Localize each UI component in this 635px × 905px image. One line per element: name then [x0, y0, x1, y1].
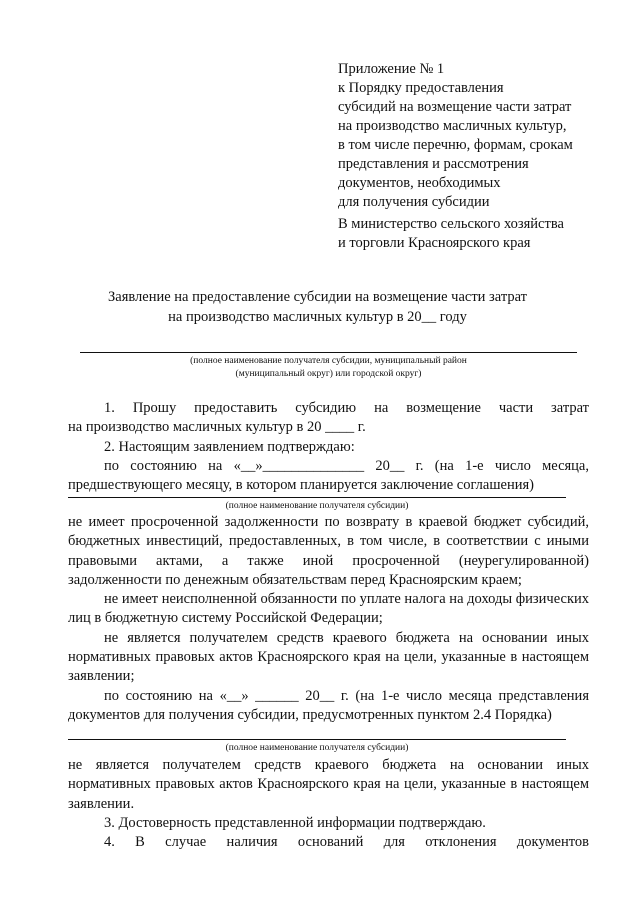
body-section-1: [68, 399, 589, 495]
caption-line: (полное наименование получателя субсидии, муниципальный район: [190, 356, 467, 366]
appendix-line: для получения субсидии: [338, 194, 490, 210]
recipient-blank-line-1: [68, 497, 566, 498]
paragraph-2d: не является получателем средств краевого бюджета на основании иных нормативных правовых актов Красноярского края на цели, указанные в настоящем заявлении.: [68, 757, 589, 812]
paragraph-1-line-2: на производство масличных культур в 20 ____ г.: [68, 419, 366, 436]
addressee-block: [338, 215, 564, 253]
title-line-2: на производство масличных культур в 20__ году: [168, 309, 467, 325]
appendix-line: представления и рассмотрения: [338, 156, 529, 172]
paragraph-3: 3. Достоверность представленной информации подтверждаю.: [104, 814, 486, 831]
appendix-header: [338, 60, 573, 212]
recipient-full-caption: [80, 355, 577, 381]
paragraph-1-line-1: 1. Прошу предоставить субсидию на возмещение части затрат: [104, 400, 589, 416]
appendix-line: к Порядку предоставления: [338, 80, 504, 96]
addressee-line: В министерство сельского хозяйства: [338, 216, 564, 232]
document-title: [0, 287, 635, 327]
paragraph-2-date-line-2: предшествующего месяцу, в котором планируется заключение соглашения): [68, 477, 534, 494]
body-section-2: [68, 513, 589, 725]
paragraph-2c: не является получателем средств краевого бюджета на основании иных нормативных правовых актов Красноярского края на цели, указанные в настоящем заявлении;: [68, 629, 589, 685]
caption-line: (муниципальный округ) или городской округ): [235, 369, 422, 379]
body-section-3: [68, 756, 589, 852]
recipient-caption-1: (полное наименование получателя субсидии): [225, 501, 409, 511]
title-line-1: Заявление на предоставление субсидии на возмещение части затрат: [108, 289, 527, 305]
paragraph-2b: не имеет неисполненной обязанности по уплате налога на доходы физических лиц в бюджетную систему Российской Федерации;: [68, 591, 589, 627]
appendix-line: в том числе перечню, формам, срокам: [338, 137, 573, 153]
paragraph-2a: не имеет просроченной задолженности по возврату в краевой бюджет субсидий, бюджетных инвестиций, предоставленных, в том числе, в соответствии с иными правовыми актами, а также иной просроченной (неурегулированной) задолженности по денежным обязательствам перед Красноярским краем;: [68, 514, 589, 588]
addressee-line: и торговли Красноярского края: [338, 235, 531, 251]
paragraph-2-date-line-1: по состоянию на «__»______________ 20__ г. (на 1-е число месяца,: [104, 457, 589, 474]
appendix-line: субсидий на возмещение части затрат: [338, 99, 572, 115]
appendix-line: документов, необходимых: [338, 175, 501, 191]
appendix-line: на производство масличных культур,: [338, 118, 567, 134]
paragraph-4: 4. В случае наличия оснований для отклонения документов: [104, 834, 589, 851]
appendix-line: Приложение № 1: [338, 61, 445, 77]
recipient-full-blank-line: [80, 352, 577, 353]
recipient-blank-line-2: [68, 739, 566, 740]
paragraph-2-date-2: по состоянию на «__» ______ 20__ г. (на 1-е число месяца представления документов для получения субсидии, предусмотренных пунктом 2.4 Порядка): [68, 687, 589, 723]
recipient-caption-2: (полное наименование получателя субсидии): [225, 743, 409, 753]
paragraph-2-intro: 2. Настоящим заявлением подтверждаю:: [104, 438, 355, 455]
